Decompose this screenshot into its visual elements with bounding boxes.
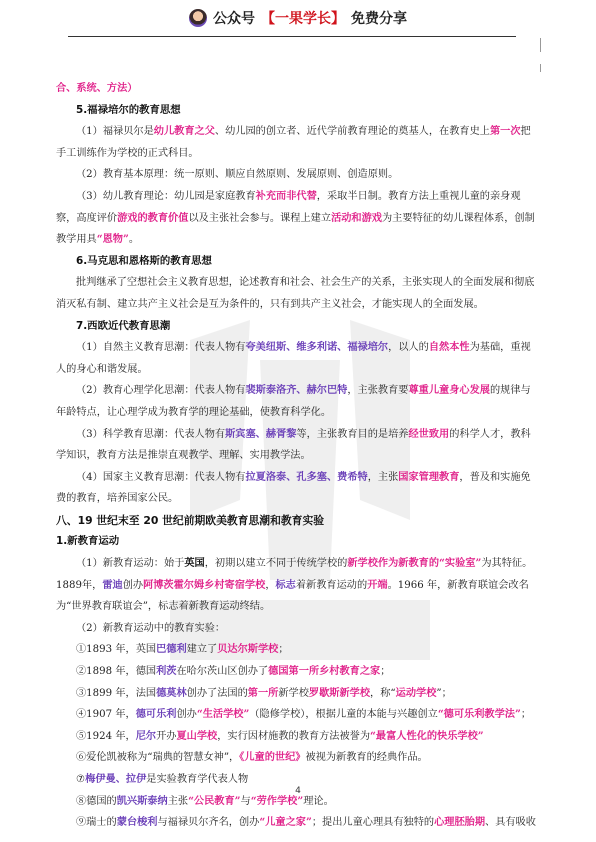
paragraph: （3）科学教育思潮：代表人物有斯宾塞、赫胥黎等，主张教育目的是培养经世致用的科学人才，教科学知识，教育方法是推崇直观教学、理解、实用教学法。	[56, 427, 531, 462]
avatar-icon	[189, 9, 207, 27]
paragraph: 批判继承了空想社会主义教育思想，论述教育和社会、社会生产的关系，主张实现人的全面发展和彻底消灭私有制、建立共产主义社会是互为条件的，只有到共产主义社会，才能实现人的全面发展。	[56, 277, 535, 310]
section-heading: 6.马克思和恩格斯的教育思想	[76, 254, 212, 267]
page-number: 4	[295, 786, 301, 796]
paragraph: （4）国家主义教育思潮：代表人物有拉夏洛泰、孔多塞、费希特，主张国家管理教育，普及和实施免费的教育，培养国家公民。	[56, 470, 531, 505]
edge-mark	[540, 64, 541, 72]
section-heading: 1.新教育运动	[56, 535, 120, 548]
list-item: ⑦梅伊曼、拉伊是实验教育学代表人物	[76, 773, 249, 785]
list-item: ⑤1924 年，尼尔开办夏山学校，实行因材施教的教育方法被誉为“最富人性化的快乐学校”	[76, 729, 484, 742]
list-item: ①1893 年，英国巴德利建立了贝达尔斯学校；	[76, 643, 289, 656]
list-item: ⑧德国的凯兴斯泰纳主张“公民教育”与“劳作学校”理论。	[76, 794, 334, 807]
header-divider	[68, 36, 516, 37]
header-suffix: 免费分享	[351, 11, 407, 27]
document-body	[56, 78, 540, 834]
section-heading: 5.福禄培尔的教育思想	[76, 103, 181, 116]
paragraph: （2）教育心理学化思潮：代表人物有裴斯泰洛齐、赫尔巴特，主张教育要尊重儿童身心发展的规律与年龄特点，让心理学成为教育学的理论基础，使教育科学化。	[56, 384, 531, 418]
list-item: ⑨瑞士的蒙台梭利与福禄贝尔齐名，创办“儿童之家”；提出儿童心理具有独特的心理胚胎期、具有吸收	[76, 816, 536, 829]
list-item: ⑥爱伦凯被称为“瑞典的智慧女神”，《儿童的世纪》被视为新教育的经典作品。	[76, 751, 428, 764]
edge-mark	[540, 38, 541, 52]
text-line: 合、系统、方法）	[56, 82, 138, 94]
header-brand: 【一果学长】	[261, 11, 345, 27]
section-heading: 7.西欧近代教育思潮	[76, 319, 171, 332]
chapter-heading: 八、19 世纪末至 20 世纪前期欧美教育思潮和教育实验	[56, 513, 325, 527]
list-item: ②1898 年，德国利茨在哈尔茨山区创办了德国第一所乡村教育之家；	[76, 665, 391, 678]
paragraph: （1）自然主义教育思潮：代表人物有夸美纽斯、维多利诺、福禄培尔，以人的自然本性为基础，重视人的身心和谐发展。	[56, 341, 531, 375]
list-item: ④1907 年，德可乐利创办“生活学校”（隐修学校），根据儿童的本能与兴趣创立“德可乐利教学法”；	[76, 708, 532, 721]
page-header	[0, 8, 596, 34]
paragraph: （2）教育基本原理：统一原则、顺应自然原则、发展原则、创造原则。	[76, 169, 399, 181]
paragraph: （1）福禄贝尔是幼儿教育之父、幼儿园的创立者、近代学前教育理论的奠基人，在教育史上第一次把手工训练作为学校的正式科目。	[56, 125, 531, 159]
paragraph: （2）新教育运动中的教育实验：	[76, 622, 226, 634]
list-item: ③1899 年，法国德莫林创办了法国的第一所新学校罗歇斯新学校，称“运动学校”；	[76, 686, 452, 699]
header-prefix: 公众号	[213, 11, 255, 27]
paragraph: （3）幼儿教育理论：幼儿园是家庭教育补充而非代替，采取半日制。教育方法上重视儿童的亲身观察，高度评价游戏的教育价值以及主张社会参与。课程上建立活动和游戏为主要特征的幼儿课程体系，创制教学用具“恩物”。	[56, 189, 535, 246]
paragraph: （1）新教育运动：始于英国，初期以建立不同于传统学校的新学校作为新教育的“实验室”为其特征。1889年，雷迪创办阿博茨霍尔姆乡村寄宿学校，标志着新教育运动的开端。1966 年，新教育联谊会改名为“世界教育联谊会”，标志着新教育运动终结。	[56, 557, 533, 613]
